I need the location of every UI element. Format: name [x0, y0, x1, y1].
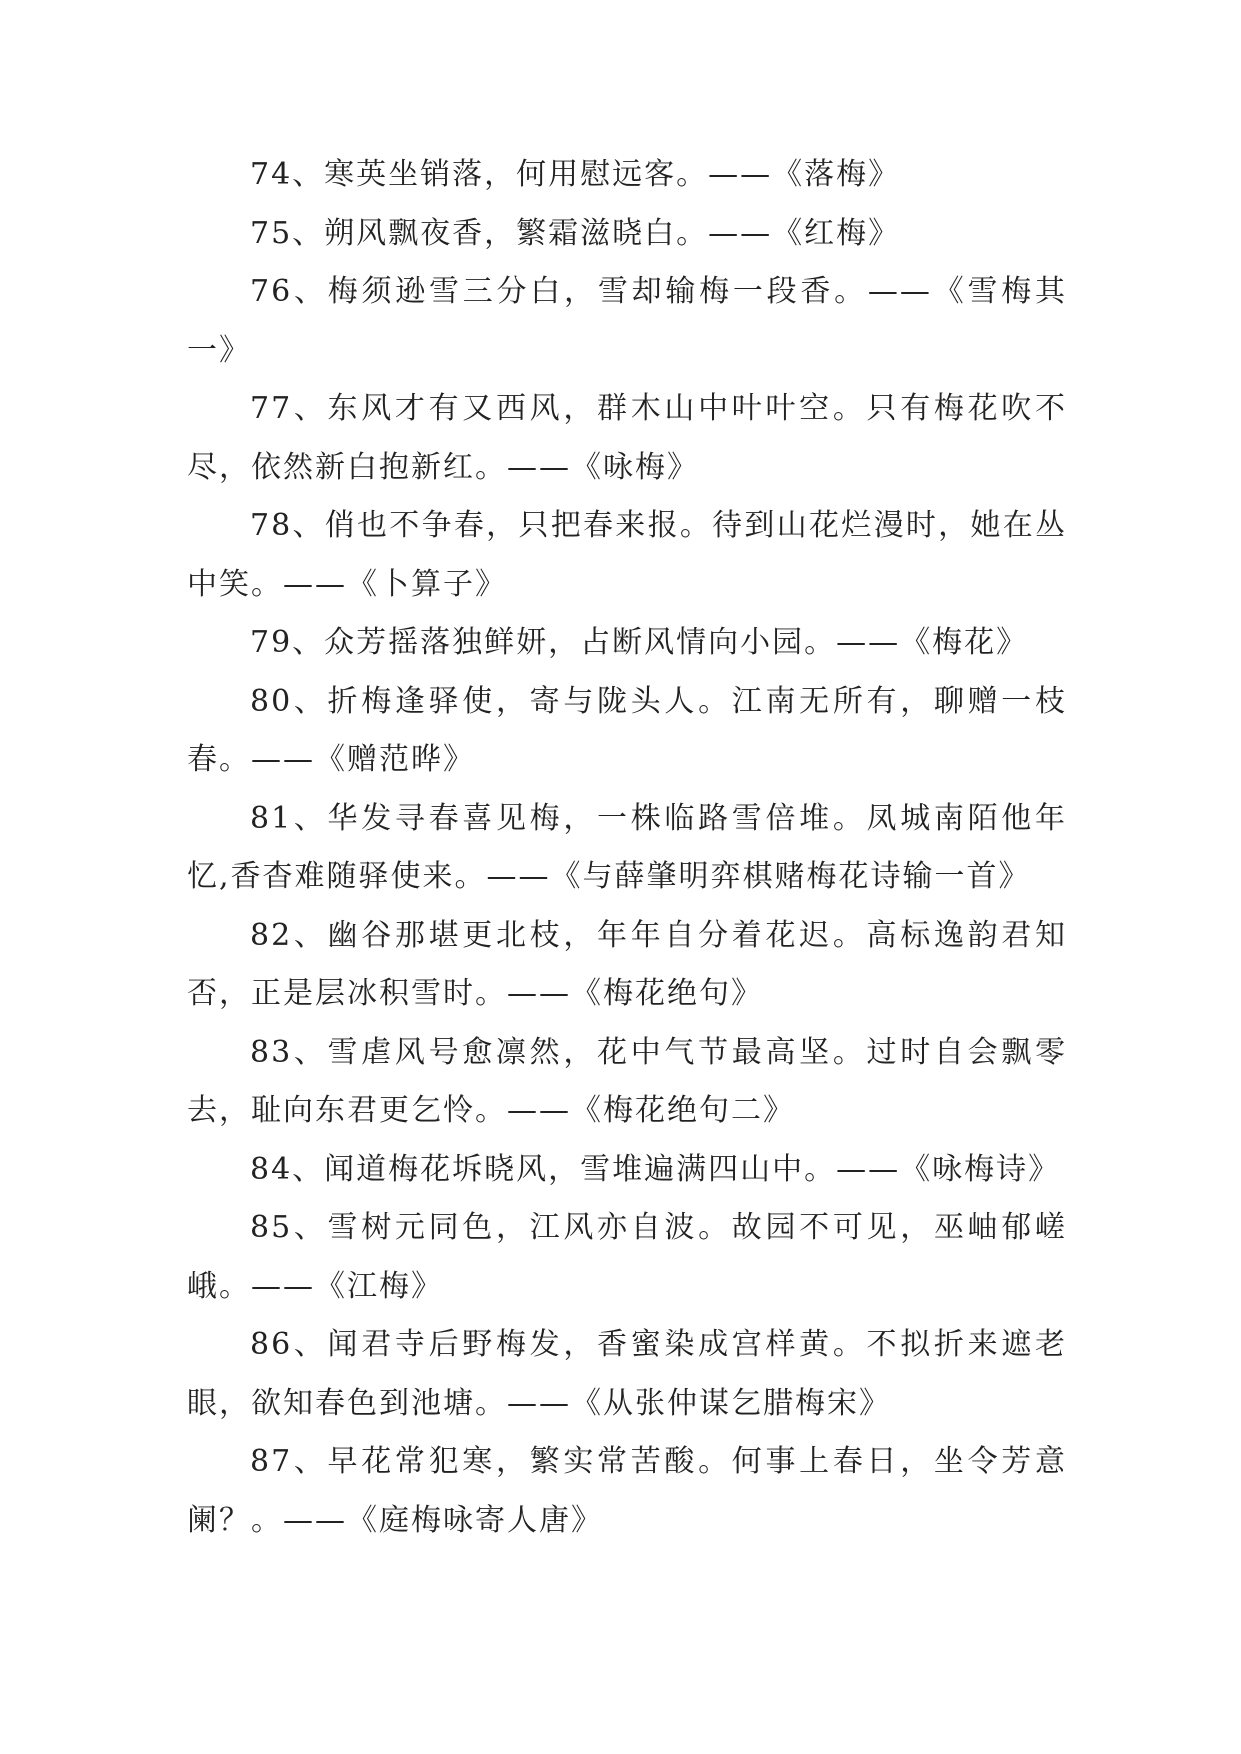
poem-entry-81: 81、华发寻春喜见梅，一株临路雪倍堆。凤城南陌他年忆,香杳难随驿使来。——《与薛肇明弈棋赌梅花诗输一首》 [187, 800, 1067, 894]
poem-entry-86: 86、闻君寺后野梅发，香蜜染成宫样黄。不拟折来遮老眼，欲知春色到池塘。——《从张仲谋乞腊梅宋》 [187, 1327, 1067, 1421]
poem-entry-80: 80、折梅逢驿使，寄与陇头人。江南无所有，聊赠一枝春。——《赠范晔》 [187, 683, 1067, 777]
document-body [187, 146, 1067, 1550]
poem-entry-76: 76、梅须逊雪三分白，雪却输梅一段香。——《雪梅其一》 [187, 274, 1067, 368]
poem-entry-82: 82、幽谷那堪更北枝，年年自分着花迟。高标逸韵君知否，正是层冰积雪时。——《梅花绝句》 [187, 917, 1067, 1011]
poem-entry-75: 75、朔风飘夜香，繁霜滋晓白。——《红梅》 [250, 215, 901, 251]
poem-entry-84: 84、闻道梅花坼晓风，雪堆遍满四山中。——《咏梅诗》 [250, 1151, 1061, 1187]
poem-entry-74: 74、寒英坐销落，何用慰远客。——《落梅》 [250, 157, 901, 192]
poem-entry-85: 85、雪树元同色，江风亦自波。故园不可见，巫岫郁嵯峨。——《江梅》 [187, 1210, 1067, 1304]
poem-entry-79: 79、众芳摇落独鲜妍，占断风情向小园。——《梅花》 [250, 625, 1029, 660]
poem-entry-83: 83、雪虐风号愈凛然，花中气节最高坚。过时自会飘零去，耻向东君更乞怜。——《梅花绝句二》 [187, 1034, 1067, 1128]
poem-entry-77: 77、东风才有又西风，群木山中叶叶空。只有梅花吹不尽，依然新白抱新红。——《咏梅》 [187, 391, 1067, 485]
poem-entry-87: 87、早花常犯寒，繁实常苦酸。何事上春日，坐令芳意阑？。——《庭梅咏寄人唐》 [187, 1444, 1067, 1538]
poem-entry-78: 78、俏也不争春，只把春来报。待到山花烂漫时，她在丛中笑。——《卜算子》 [187, 508, 1067, 602]
